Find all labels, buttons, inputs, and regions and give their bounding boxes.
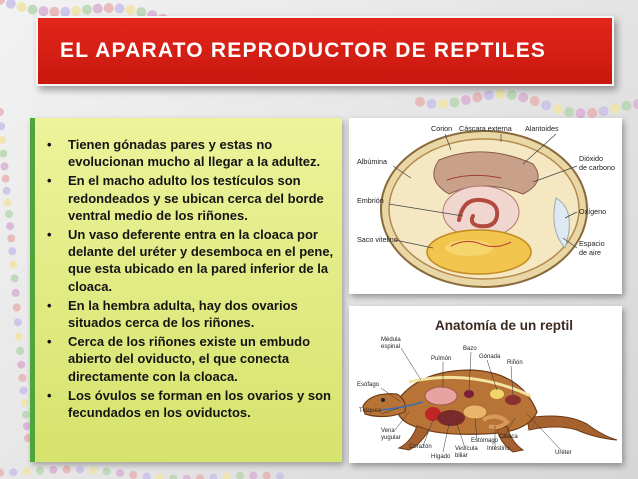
label-traquea: Tráquea bbox=[359, 408, 382, 414]
label-estomago: Estómago bbox=[471, 438, 499, 444]
dna-bead bbox=[427, 99, 437, 109]
gonad-shape bbox=[490, 389, 504, 399]
dna-bead bbox=[507, 90, 517, 100]
dna-bead bbox=[449, 98, 459, 108]
dna-bead bbox=[276, 472, 284, 479]
reptile-anatomy-image bbox=[349, 306, 622, 463]
dna-bead bbox=[116, 469, 124, 477]
label-corion: Corion bbox=[431, 124, 453, 133]
dna-bead bbox=[610, 104, 620, 114]
lung-shape bbox=[425, 387, 457, 405]
label-espacio-2: de aire bbox=[579, 248, 601, 257]
dna-bead bbox=[104, 3, 114, 13]
label-medula-2: espinal bbox=[381, 344, 401, 350]
anatomy-title: Anatomía de un reptil bbox=[435, 318, 574, 333]
dna-bead bbox=[36, 467, 44, 475]
label-bazo: Bazo bbox=[463, 346, 477, 352]
dna-bead bbox=[16, 347, 24, 355]
label-vesicula-2: biliar bbox=[455, 453, 468, 459]
dna-bead bbox=[5, 210, 13, 218]
dna-bead bbox=[39, 6, 49, 16]
dna-bead bbox=[12, 289, 20, 297]
dna-bead bbox=[129, 471, 137, 479]
dna-bead bbox=[1, 162, 9, 170]
dna-bead bbox=[438, 99, 448, 109]
label-dioxido-1: Dióxido bbox=[579, 154, 603, 163]
dna-bead bbox=[249, 472, 257, 479]
label-vena-2: yugular bbox=[381, 435, 401, 441]
dna-bead bbox=[461, 95, 471, 105]
dna-bead bbox=[2, 175, 10, 183]
dna-bead bbox=[82, 5, 92, 15]
kidney-shape bbox=[505, 395, 521, 405]
label-vesicula-1: Vesícula bbox=[455, 446, 478, 452]
dna-bead bbox=[183, 475, 191, 479]
label-saco-vitelino: Saco vitelino bbox=[357, 235, 398, 244]
dna-bead bbox=[0, 108, 4, 116]
stomach-shape bbox=[463, 405, 487, 419]
dna-bead bbox=[472, 92, 482, 102]
bullet-text: Un vaso deferente entra en la cloaca por delante del uréter y desemboca en el pene, que esta ubicado en la pared inferior de la cloaca. bbox=[68, 227, 334, 294]
dna-bead bbox=[0, 136, 6, 144]
bullet-icon: • bbox=[47, 297, 52, 313]
dna-bead bbox=[11, 275, 19, 283]
label-cloaca: Cloaca bbox=[499, 434, 518, 440]
label-albumina: Albúmina bbox=[357, 157, 387, 166]
liver-shape bbox=[437, 410, 465, 426]
dna-bead bbox=[143, 473, 151, 479]
dna-bead bbox=[125, 5, 135, 15]
bullet-icon: • bbox=[47, 387, 52, 403]
dna-bead bbox=[599, 106, 609, 116]
dna-bead bbox=[564, 107, 574, 117]
bullet-icon: • bbox=[47, 137, 52, 152]
dna-bead bbox=[530, 96, 540, 106]
label-esofago: Esófago bbox=[357, 382, 380, 388]
dna-bead bbox=[21, 399, 29, 407]
label-vena-1: Vena bbox=[381, 428, 395, 434]
dna-bead bbox=[14, 318, 22, 326]
bullet-text: Los óvulos se forman en los ovarios y son fecundados en los oviductos. bbox=[68, 387, 331, 421]
dna-bead bbox=[576, 108, 586, 118]
dna-bead bbox=[223, 473, 231, 479]
bullet-text: Cerca de los riñones existe un embudo abierto del oviducto, el que conecta directamente con la cloaca. bbox=[68, 334, 311, 384]
dna-bead bbox=[633, 99, 638, 109]
label-rinon: Riñón bbox=[507, 360, 523, 366]
amniotic-egg-diagram bbox=[351, 120, 620, 292]
dna-bead bbox=[9, 261, 17, 269]
dna-bead bbox=[6, 222, 14, 230]
dna-bead bbox=[71, 6, 81, 16]
dna-bead bbox=[115, 4, 125, 14]
amniotic-egg-image bbox=[349, 118, 622, 294]
dna-bead bbox=[17, 361, 25, 369]
dna-bead bbox=[415, 97, 425, 107]
label-cascara: Cáscara externa bbox=[459, 124, 512, 133]
label-medula-1: Médula bbox=[381, 337, 401, 343]
dna-bead bbox=[28, 5, 38, 15]
label-espacio-1: Espacio bbox=[579, 239, 605, 248]
bullet-text-panel bbox=[30, 118, 342, 462]
dna-bead bbox=[15, 333, 23, 341]
bullet-icon: • bbox=[47, 227, 52, 243]
dna-bead bbox=[169, 475, 177, 479]
label-pulmon: Pulmón bbox=[431, 356, 452, 362]
dna-bead bbox=[89, 466, 97, 474]
dna-bead bbox=[8, 247, 16, 255]
bullet-item-1 bbox=[45, 136, 336, 170]
dna-bead bbox=[236, 472, 244, 479]
dna-bead bbox=[7, 234, 15, 242]
dna-bead bbox=[18, 374, 26, 382]
dna-bead bbox=[20, 387, 28, 395]
dna-bead bbox=[0, 150, 7, 158]
dna-bead bbox=[103, 468, 111, 476]
spleen-shape bbox=[464, 390, 474, 398]
dna-bead bbox=[518, 93, 528, 103]
bullet-item-5 bbox=[45, 333, 336, 385]
bullet-text: En el macho adulto los testículos son redondeados y se ubican cerca del borde ventral medio de los riñones. bbox=[68, 173, 324, 223]
reptile-anatomy-diagram bbox=[351, 308, 620, 461]
dna-bead bbox=[0, 469, 4, 477]
label-ureter: Uréter bbox=[555, 450, 572, 456]
dna-bead bbox=[495, 89, 505, 99]
dna-bead bbox=[4, 198, 12, 206]
dna-bead bbox=[622, 101, 632, 111]
label-higado: Hígado bbox=[431, 454, 451, 460]
dna-bead bbox=[484, 90, 494, 100]
label-alantoides: Alantoides bbox=[525, 124, 559, 133]
dna-bead bbox=[17, 2, 27, 12]
bullet-item-2 bbox=[45, 172, 336, 224]
bullet-item-4 bbox=[45, 297, 336, 331]
dna-bead bbox=[6, 0, 16, 9]
dna-bead bbox=[587, 108, 597, 118]
slide-title: EL APARATO REPRODUCTOR DE REPTILES bbox=[60, 39, 547, 62]
dna-bead bbox=[541, 100, 551, 110]
dna-bead bbox=[3, 187, 11, 195]
label-dioxido-2: de carbono bbox=[579, 163, 615, 172]
dna-bead bbox=[263, 472, 271, 479]
bullet-list bbox=[45, 136, 336, 421]
label-intestino: Intestino bbox=[487, 446, 510, 452]
dna-bead bbox=[76, 466, 84, 474]
dna-bead bbox=[63, 466, 71, 474]
dna-bead bbox=[23, 468, 31, 476]
dna-bead bbox=[0, 122, 5, 130]
dna-bead bbox=[156, 474, 164, 479]
bullet-icon: • bbox=[47, 173, 52, 189]
dna-bead bbox=[196, 474, 204, 479]
bullet-item-3 bbox=[45, 226, 336, 295]
bullet-icon: • bbox=[47, 334, 52, 350]
dna-bead bbox=[209, 474, 217, 479]
label-corazon: Corazón bbox=[409, 444, 432, 450]
bullet-item-6 bbox=[45, 387, 336, 421]
dna-bead bbox=[9, 468, 17, 476]
bullet-text: En la hembra adulta, hay dos ovarios situados cerca de los riñones. bbox=[68, 297, 298, 331]
label-gonada: Gónada bbox=[479, 354, 501, 360]
dna-bead bbox=[22, 411, 30, 419]
label-embrion: Embrión bbox=[357, 196, 384, 205]
label-oxigeno: Oxígeno bbox=[579, 207, 607, 216]
dna-bead bbox=[13, 304, 21, 312]
title-bar bbox=[36, 16, 614, 86]
bullet-text: Tienen gónadas pares y estas no evolucionan mucho al llegar a la adultez. bbox=[68, 137, 321, 170]
dna-bead bbox=[553, 104, 563, 114]
dna-bead bbox=[93, 4, 103, 14]
dna-bead bbox=[0, 0, 5, 5]
dna-bead bbox=[49, 466, 57, 474]
